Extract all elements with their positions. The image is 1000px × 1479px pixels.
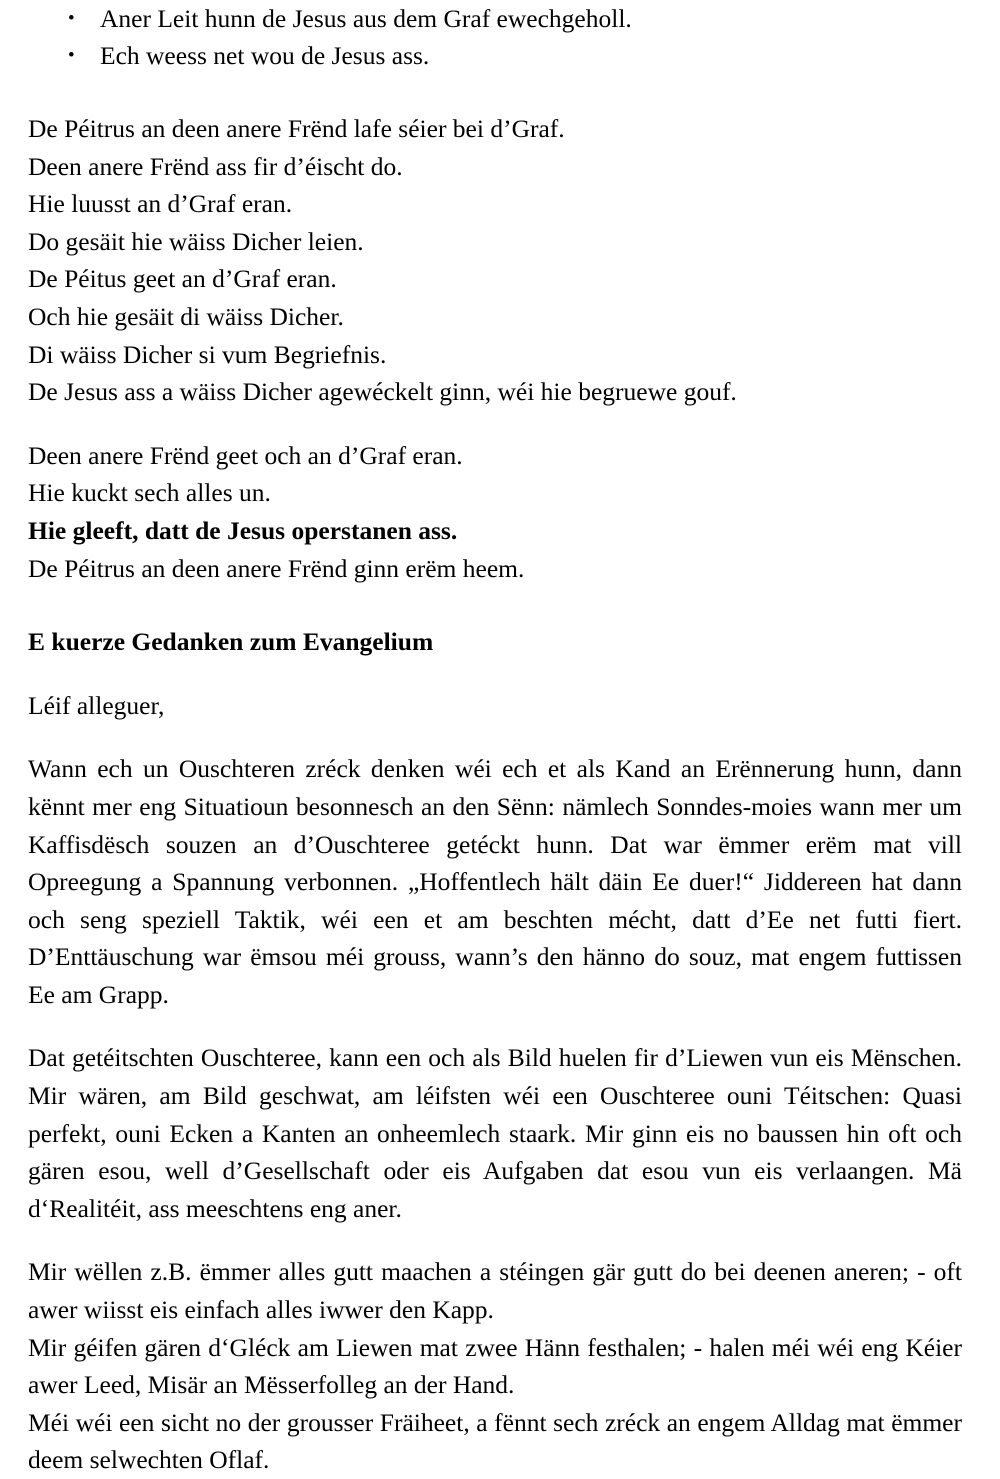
closing-paragraph: Mir wëllen z.B. ëmmer alles gutt maachen a stéingen gär gutt do bei deenen aneren; - oft awer wiisst eis einfach alles iwwer den Kapp. [28,1257,962,1325]
gospel-block-two [28,437,962,587]
gospel-line: Deen anere Frënd ass fir d’éischt do. [28,151,403,181]
section-heading: E kuerze Gedanken zum Evangelium [28,627,434,657]
gospel-line: Do gesäit hie wäiss Dicher leien. [28,226,364,256]
spacer [28,724,962,750]
gospel-bullet-list [28,0,962,74]
gospel-line: Hie kuckt sech alles un. [28,478,271,508]
salutation [28,687,962,725]
gospel-line: De Péitrus an deen anere Frënd lafe séier bei d’Graf. [28,114,565,143]
spacer [28,1227,962,1253]
spacer [28,1013,962,1039]
spacer [28,661,962,687]
gospel-block-one [28,110,962,411]
spacer [28,411,962,437]
list-item: • Aner Leit hunn de Jesus aus dem Graf ewechgeholl. [28,0,962,37]
gospel-line: De Jesus ass a wäiss Dicher agewéckelt ginn, wéi hie begruewe gouf. [28,377,737,407]
spacer [28,74,962,110]
gospel-line: Hie luusst an d’Graf eran. [28,189,293,219]
gospel-line: De Péitus geet an d’Graf eran. [28,264,337,294]
spacer [28,587,962,623]
gospel-line: Di wäiss Dicher si vum Begriefnis. [28,339,387,369]
list-item: • Ech weess net wou de Jesus ass. [28,37,962,74]
body-paragraph: Wann ech un Ouschteren zréck denken wéi ech et als Kand an Erënnerung hunn, dann kënnt mer eng Situatioun besonnesch an den Sënn: nämlech Sonndes-moies wann mer um Kaffisdësch souzen an d’Ouschteree getéckt hunn. Dat war ëmmer erëm mat vill Opreegung a Spannung verbonnen. „Hoffentlech hält däin Ee duer!“ Jiddereen hat dann och seng speziell Taktik, wéi een et am beschten mécht, datt d’Ee net futti fiert. D’Enttäuschung war ëmsou méi grouss, wann’s den hänno do souz, mat engem futtissen Ee am Grapp. [28,754,962,1009]
salutation-line: Léif alleguer, [28,690,165,720]
gospel-line-emphasized: Hie gleeft, datt de Jesus operstanen ass. [28,515,458,545]
document-content [28,0,962,1479]
closing-paragraph: Mir géifen gären d‘Gléck am Liewen mat zwee Hänn festhalen; - halen méi wéi eng Kéier awer Leed, Misär an Mësserfolleg an der Hand. [28,1332,962,1400]
gospel-line: Deen anere Frënd geet och an d’Graf eran. [28,440,463,470]
closing-paragraph: Méi wéi een sicht no der grousser Fräiheet, a fënnt sech zréck an engem Alldag mat ëmmer deem selwechten Oflaf. [28,1407,962,1475]
gospel-line: De Péitrus an deen anere Frënd ginn erëm heem. [28,553,525,583]
gospel-line: Och hie gesäit di wäiss Dicher. [28,301,344,331]
body-paragraph: Dat getéitschten Ouschteree, kann een och als Bild huelen fir d’Liewen vun eis Mënschen. Mir wären, am Bild geschwat, am léifsten wéi een Ouschteree ouni Téitschen: Quasi perfekt, ouni Ecken a Kanten an onheemlech staark. Mir ginn eis no baussen hin oft och gären esou, well d’Gesellschaft oder eis Aufgaben dat esou vun eis verlaangen. Mä d‘Realitéit, ass meeschtens eng aner. [28,1043,962,1223]
